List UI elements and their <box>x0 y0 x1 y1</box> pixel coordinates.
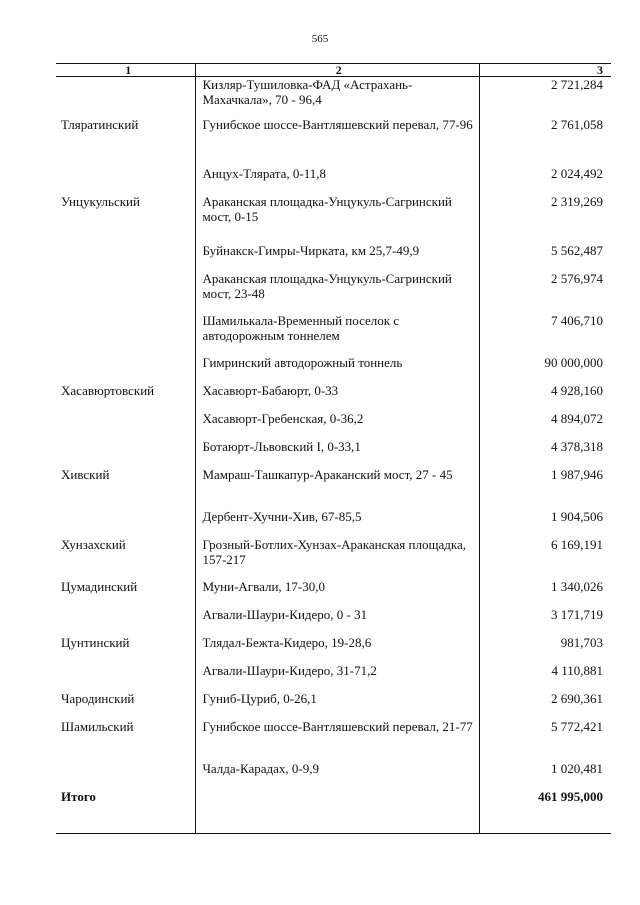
district-cell: Хунзахский <box>61 536 126 552</box>
district-cell: Унцукульский <box>61 193 140 209</box>
table-row <box>56 117 611 166</box>
table-row <box>56 509 611 537</box>
amount-cell: 2 319,269 <box>479 194 611 243</box>
header-row <box>56 64 611 77</box>
column-header-2: 2 <box>196 64 480 77</box>
amount-cell: 1 987,946 <box>479 467 611 509</box>
table-row <box>56 607 611 635</box>
amount-cell: 2 690,361 <box>479 691 611 719</box>
column-header-1: 1 <box>56 64 196 77</box>
table-row <box>56 355 611 383</box>
road-cell: Ботаюрт-Львовский I, 0-33,1 <box>196 439 480 467</box>
amount-cell: 4 378,318 <box>479 439 611 467</box>
table-row <box>56 467 611 509</box>
district-cell <box>56 761 196 789</box>
district-cell <box>56 271 196 313</box>
district-cell: Цумадинский <box>61 578 138 594</box>
district-cell <box>56 411 196 439</box>
amount-cell: 981,703 <box>479 635 611 663</box>
road-cell: Хасавюрт-Гребенская, 0-36,2 <box>196 411 480 439</box>
road-cell: Тлядал-Бежта-Кидеро, 19-28,6 <box>196 635 480 663</box>
road-cell: Анцух-Тлярата, 0-11,8 <box>196 166 480 194</box>
district-cell: Шамильский <box>61 718 134 734</box>
amount-cell: 4 894,072 <box>479 411 611 439</box>
district-cell <box>56 509 196 537</box>
district-cell <box>56 355 196 383</box>
amount-cell: 2 576,974 <box>479 271 611 313</box>
district-cell <box>56 313 196 355</box>
district-cell <box>56 243 196 271</box>
road-cell: Агвали-Шаури-Кидеро, 0 - 31 <box>196 607 480 635</box>
table-row <box>56 194 611 243</box>
district-cell: Тляратинский <box>61 116 139 132</box>
page-number: 565 <box>311 33 329 45</box>
amount-cell: 3 171,719 <box>479 607 611 635</box>
amount-cell: 1 340,026 <box>479 579 611 607</box>
table-row <box>56 635 611 663</box>
district-cell: Чародинский <box>61 690 135 706</box>
district-cell: Хасавюртовский <box>61 382 155 398</box>
district-cell <box>56 663 196 691</box>
road-cell: Агвали-Шаури-Кидеро, 31-71,2 <box>196 663 480 691</box>
road-cell: Гунибское шоссе-Вантляшевский перевал, 77-96 <box>196 117 480 166</box>
road-cell: Гунибское шоссе-Вантляшевский перевал, 21-77 <box>196 719 480 761</box>
road-cell: Грозный-Ботлих-Хунзах-Араканская площадка, 157-217 <box>196 537 480 579</box>
table-row <box>56 579 611 607</box>
district-cell <box>56 77 196 117</box>
road-cell: Муни-Агвали, 17-30,0 <box>196 579 480 607</box>
table-row <box>56 166 611 194</box>
amount-cell: 2 721,284 <box>479 77 611 117</box>
district-cell <box>56 439 196 467</box>
funding-table <box>56 63 611 834</box>
amount-cell: 2 761,058 <box>479 117 611 166</box>
road-cell: Араканская площадка-Унцукуль-Сагринский мост, 0-15 <box>196 194 480 243</box>
road-cell: Шамилькала-Временный поселок с автодорожным тоннелем <box>196 313 480 355</box>
road-cell: Кизляр-Тушиловка-ФАД «Астрахань-Махачкала», 70 - 96,4 <box>196 77 480 117</box>
amount-cell: 1 904,506 <box>479 509 611 537</box>
road-cell: Гуниб-Цуриб, 0-26,1 <box>196 691 480 719</box>
amount-cell: 90 000,000 <box>479 355 611 383</box>
total-empty-cell <box>196 789 480 834</box>
column-header-3: 3 <box>479 64 611 77</box>
amount-cell: 5 562,487 <box>479 243 611 271</box>
table-row <box>56 663 611 691</box>
amount-cell: 7 406,710 <box>479 313 611 355</box>
total-amount: 461 995,000 <box>479 789 611 834</box>
amount-cell: 2 024,492 <box>479 166 611 194</box>
table-row <box>56 243 611 271</box>
table-row <box>56 439 611 467</box>
road-cell: Чалда-Карадах, 0-9,9 <box>196 761 480 789</box>
district-cell <box>56 166 196 194</box>
road-cell: Буйнакск-Гимры-Чирката, км 25,7-49,9 <box>196 243 480 271</box>
total-row <box>56 789 611 834</box>
district-cell <box>56 607 196 635</box>
table-row <box>56 77 611 117</box>
road-cell: Дербент-Хучни-Хив, 67-85,5 <box>196 509 480 537</box>
table-row <box>56 411 611 439</box>
amount-cell: 1 020,481 <box>479 761 611 789</box>
road-cell: Хасавюрт-Бабаюрт, 0-33 <box>196 383 480 411</box>
road-cell: Араканская площадка-Унцукуль-Сагринский мост, 23-48 <box>196 271 480 313</box>
amount-cell: 6 169,191 <box>479 537 611 579</box>
table-row <box>56 719 611 761</box>
district-cell: Цунтинский <box>61 634 130 650</box>
road-cell: Гимринский автодорожный тоннель <box>196 355 480 383</box>
table-row <box>56 537 611 579</box>
district-cell: Хивский <box>61 466 110 482</box>
road-cell: Мамраш-Ташкапур-Араканский мост, 27 - 45 <box>196 467 480 509</box>
total-label: Итого <box>56 789 196 834</box>
table-row <box>56 761 611 789</box>
amount-cell: 5 772,421 <box>479 719 611 761</box>
amount-cell: 4 110,881 <box>479 663 611 691</box>
table-row <box>56 313 611 355</box>
table-row <box>56 691 611 719</box>
amount-cell: 4 928,160 <box>479 383 611 411</box>
table-row <box>56 383 611 411</box>
table-row <box>56 271 611 313</box>
